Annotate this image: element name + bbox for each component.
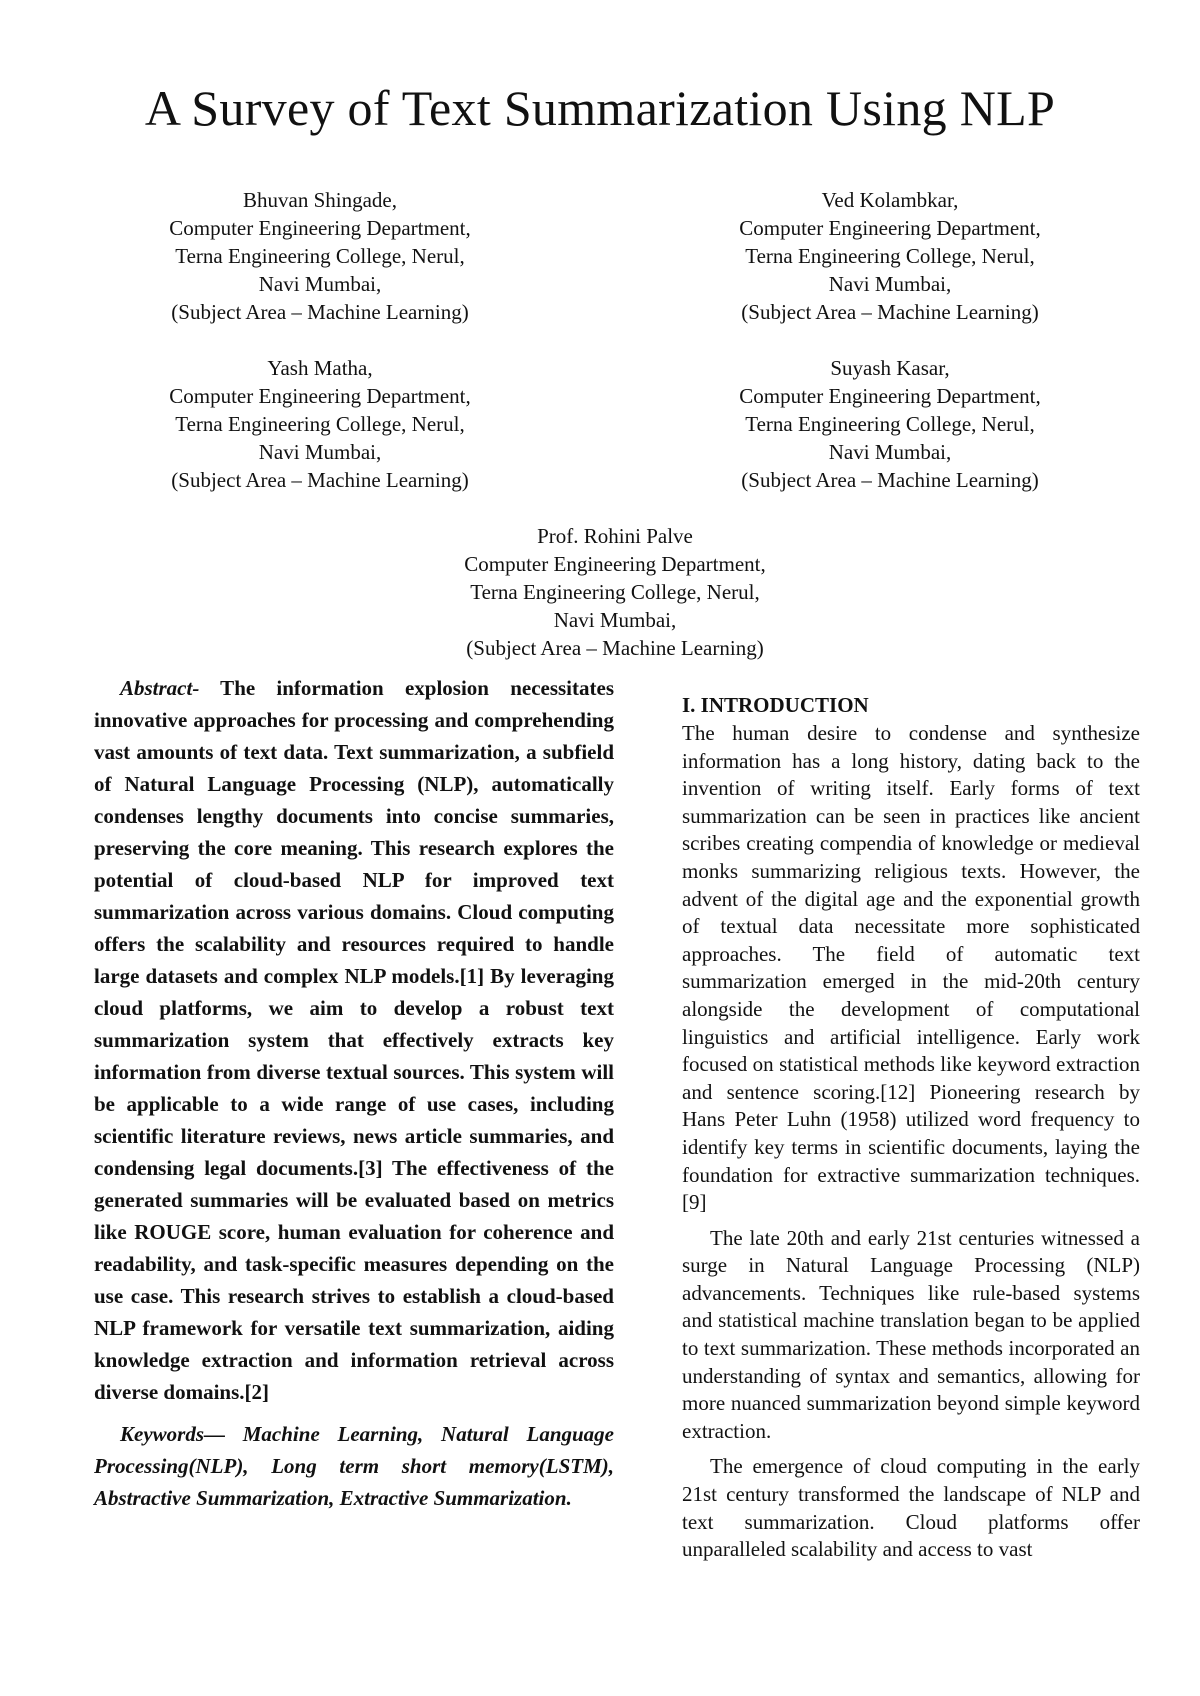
- abstract-label: Abstract-: [120, 676, 200, 700]
- author-subject: (Subject Area – Machine Learning): [741, 468, 1039, 492]
- body-paragraph: The human desire to condense and synthesize information has a long history, dating back to the invention of writing itself. Early forms of text summarization can be seen in practices like ancient scribes creating compendia of knowledge or medieval monks summarizing religious texts. However, the advent of the digital age and the exponential growth of textual data necessitate more sophisticated approaches. The field of automatic text summarization emerged in the mid-20th century alongside the development of computational linguistics and artificial intelligence. Early work focused on statistical methods like keyword extraction and sentence scoring.[12] Pioneering research by Hans Peter Luhn (1958) utilized word frequency to identify key terms in scientific documents, laying the foundation for extractive summarization techniques.[9]: [682, 721, 1140, 1215]
- author-city: Navi Mumbai,: [258, 440, 382, 464]
- author-college: Terna Engineering College, Nerul,: [745, 412, 1035, 436]
- author-block: [110, 354, 530, 494]
- keywords: Keywords— Machine Learning, Natural Language Processing(NLP), Long term short memory(LSTM), Abstractive Summarization, Extractive Summarization.: [94, 1422, 614, 1510]
- author-subject: (Subject Area – Machine Learning): [171, 300, 469, 324]
- author-college: Terna Engineering College, Nerul,: [175, 412, 465, 436]
- author-college: Terna Engineering College, Nerul,: [470, 580, 760, 604]
- abstract: [94, 672, 614, 1408]
- author-subject: (Subject Area – Machine Learning): [466, 636, 764, 660]
- right-column: [682, 692, 1140, 1564]
- author-college: Terna Engineering College, Nerul,: [745, 244, 1035, 268]
- author-block: [680, 186, 1100, 326]
- abstract-text: The information explosion necessitates innovative approaches for processing and comprehending vast amounts of text data. Text summarization, a subfield of Natural Language Processing (NLP), automatically condenses lengthy documents into concise summaries, preserving the core meaning. This research explores the potential of cloud-based NLP for improved text summarization across various domains. Cloud computing offers the scalability and resources required to handle large datasets and complex NLP models.[1] By leveraging cloud platforms, we aim to develop a robust text summarization system that effectively extracts key information from diverse textual sources. This system will be applicable to a wide range of use cases, including scientific literature reviews, news article summaries, and condensing legal documents.[3] The effectiveness of the generated summaries will be evaluated based on metrics like ROUGE score, human evaluation for coherence and readability, and task-specific measures depending on the use case. This research strives to establish a cloud-based NLP framework for versatile text summarization, aiding knowledge extraction and information retrieval across diverse domains.[2]: [94, 676, 614, 1404]
- author-city: Navi Mumbai,: [828, 440, 952, 464]
- author-block: [680, 354, 1100, 494]
- author-name: Suyash Kasar,: [830, 356, 950, 380]
- author-name: Ved Kolambkar,: [821, 188, 959, 212]
- author-city: Navi Mumbai,: [553, 608, 677, 632]
- author-city: Navi Mumbai,: [828, 272, 952, 296]
- author-name: Yash Matha,: [267, 356, 373, 380]
- paper-title: A Survey of Text Summarization Using NLP: [144, 80, 1056, 136]
- author-college: Terna Engineering College, Nerul,: [175, 244, 465, 268]
- body-paragraph: The emergence of cloud computing in the early 21st century transformed the landscape of NLP and text summarization. Cloud platforms offer unparalleled scalability and access to vast: [682, 1454, 1140, 1562]
- left-column: [94, 672, 614, 1514]
- author-block: [405, 522, 825, 662]
- author-department: Computer Engineering Department,: [464, 552, 766, 576]
- body-paragraph: The late 20th and early 21st centuries witnessed a surge in Natural Language Processing (NLP) advancements. Techniques like rule-based systems and statistical machine translation began to be applied to text summarization. These methods incorporated an understanding of syntax and semantics, allowing for more nuanced summarization beyond simple keyword extraction.: [682, 1225, 1140, 1443]
- author-name: Prof. Rohini Palve: [537, 524, 693, 548]
- author-department: Computer Engineering Department,: [169, 384, 471, 408]
- author-subject: (Subject Area – Machine Learning): [741, 300, 1039, 324]
- author-name: Bhuvan Shingade,: [243, 188, 397, 212]
- section-heading: I. INTRODUCTION: [682, 693, 869, 717]
- author-block: [110, 186, 530, 326]
- author-department: Computer Engineering Department,: [739, 384, 1041, 408]
- author-city: Navi Mumbai,: [258, 272, 382, 296]
- author-subject: (Subject Area – Machine Learning): [171, 468, 469, 492]
- author-department: Computer Engineering Department,: [739, 216, 1041, 240]
- author-department: Computer Engineering Department,: [169, 216, 471, 240]
